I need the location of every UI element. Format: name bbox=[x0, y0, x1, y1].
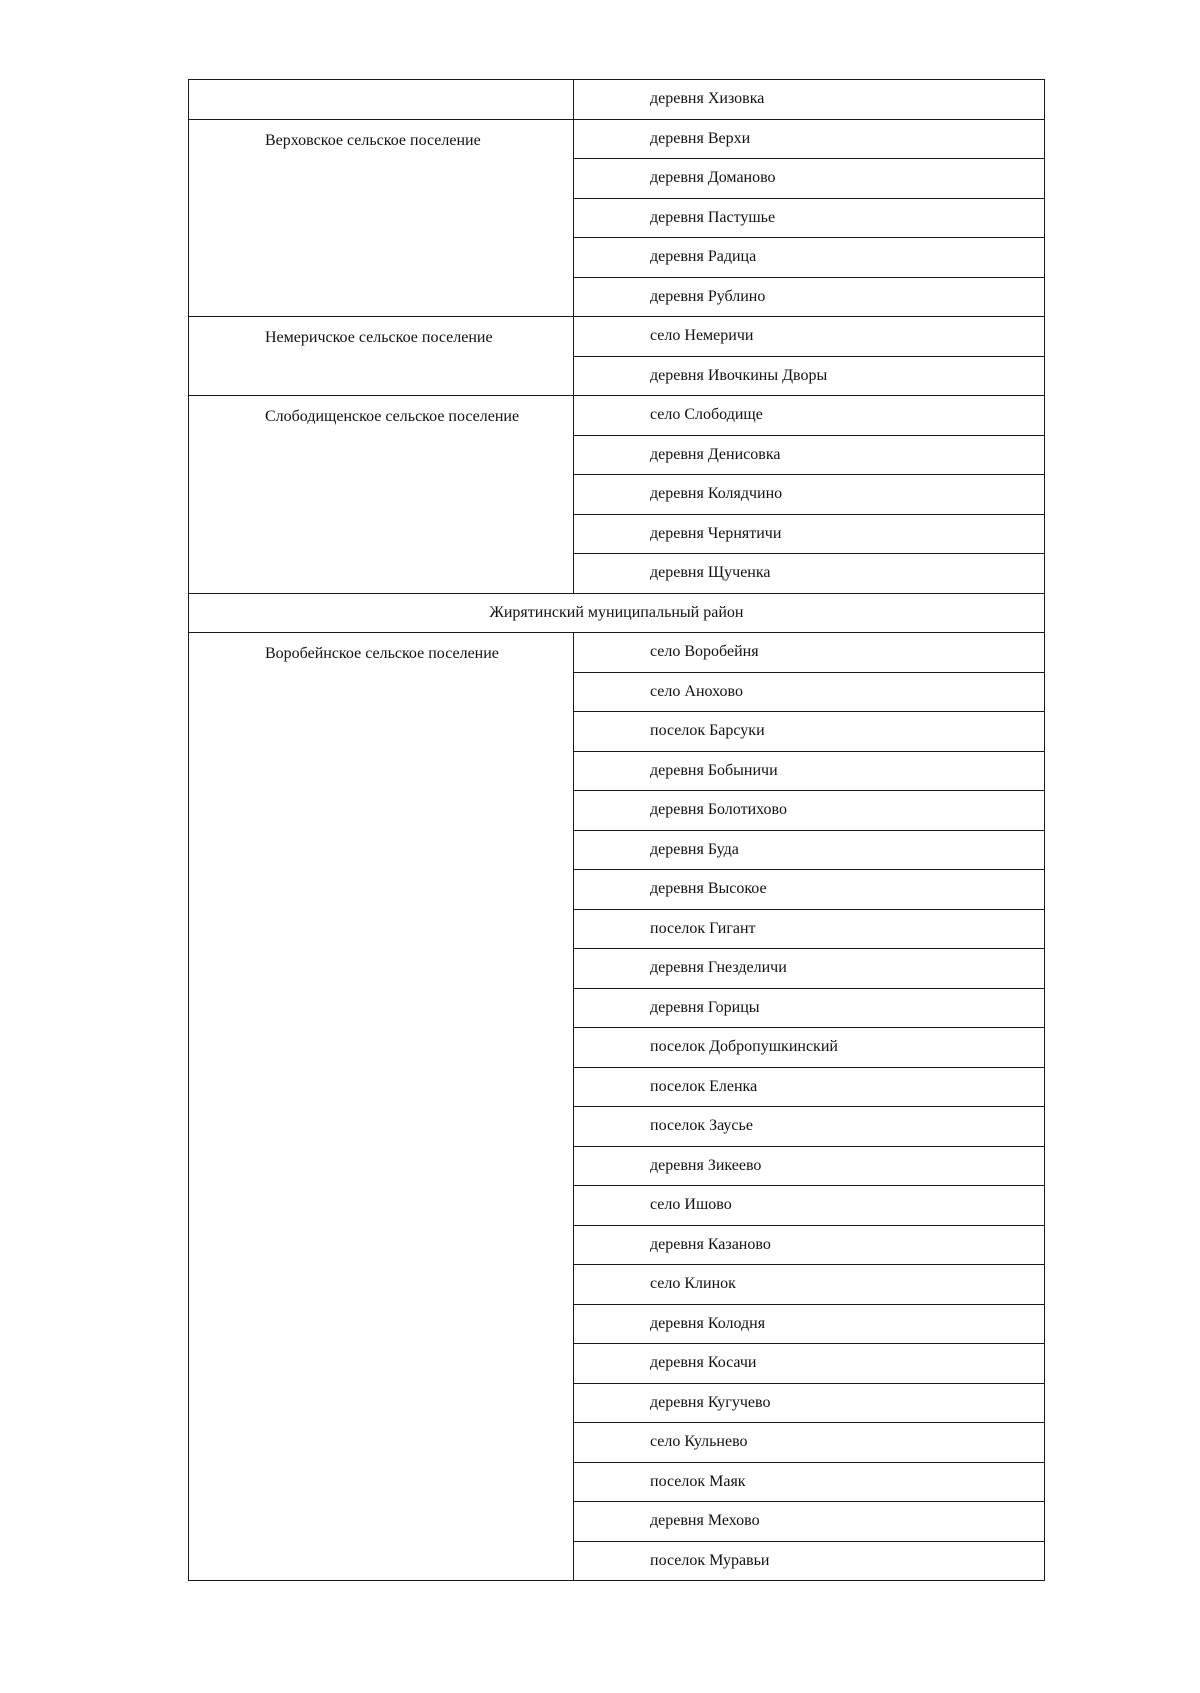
locality-name: деревня Казаново bbox=[574, 1225, 1045, 1265]
locality-name: деревня Радица bbox=[574, 238, 1045, 278]
locality-name: деревня Кугучево bbox=[574, 1383, 1045, 1423]
locality-name: поселок Еленка bbox=[574, 1067, 1045, 1107]
settlements-table-body bbox=[189, 80, 1045, 1581]
locality-name: деревня Денисовка bbox=[574, 435, 1045, 475]
locality-name: деревня Мехово bbox=[574, 1502, 1045, 1542]
locality-name: село Ишово bbox=[574, 1186, 1045, 1226]
settlement-name: Немеричское сельское поселение bbox=[189, 317, 574, 396]
table-row bbox=[189, 396, 1045, 436]
locality-name: деревня Горицы bbox=[574, 988, 1045, 1028]
locality-name: село Анохово bbox=[574, 672, 1045, 712]
locality-name: поселок Маяк bbox=[574, 1462, 1045, 1502]
settlement-name: Слободищенское сельское поселение bbox=[189, 396, 574, 594]
locality-name: деревня Зикеево bbox=[574, 1146, 1045, 1186]
table-row bbox=[189, 633, 1045, 673]
locality-name: село Кульнево bbox=[574, 1423, 1045, 1463]
locality-name: деревня Высокое bbox=[574, 870, 1045, 910]
locality-name: поселок Добропушкинский bbox=[574, 1028, 1045, 1068]
locality-name: деревня Хизовка bbox=[574, 80, 1045, 120]
locality-name: село Воробейня bbox=[574, 633, 1045, 673]
district-heading-row bbox=[189, 593, 1045, 633]
table-row bbox=[189, 119, 1045, 159]
settlement-name bbox=[189, 80, 574, 120]
locality-name: поселок Гигант bbox=[574, 909, 1045, 949]
locality-name: деревня Рублино bbox=[574, 277, 1045, 317]
district-heading: Жирятинский муниципальный район bbox=[189, 593, 1045, 633]
locality-name: деревня Щученка bbox=[574, 554, 1045, 594]
settlement-name: Воробейнское сельское поселение bbox=[189, 633, 574, 1581]
locality-name: село Слободище bbox=[574, 396, 1045, 436]
locality-name: деревня Верхи bbox=[574, 119, 1045, 159]
settlements-table bbox=[188, 79, 1045, 1581]
locality-name: село Клинок bbox=[574, 1265, 1045, 1305]
locality-name: деревня Болотихово bbox=[574, 791, 1045, 831]
locality-name: поселок Муравьи bbox=[574, 1541, 1045, 1581]
locality-name: поселок Заусье bbox=[574, 1107, 1045, 1147]
locality-name: деревня Колодня bbox=[574, 1304, 1045, 1344]
table-row bbox=[189, 317, 1045, 357]
locality-name: деревня Ивочкины Дворы bbox=[574, 356, 1045, 396]
locality-name: деревня Колядчино bbox=[574, 475, 1045, 515]
locality-name: деревня Бобыничи bbox=[574, 751, 1045, 791]
locality-name: деревня Доманово bbox=[574, 159, 1045, 199]
locality-name: деревня Косачи bbox=[574, 1344, 1045, 1384]
locality-name: деревня Буда bbox=[574, 830, 1045, 870]
locality-name: деревня Чернятичи bbox=[574, 514, 1045, 554]
settlement-name: Верховское сельское поселение bbox=[189, 119, 574, 317]
locality-name: деревня Пастушье bbox=[574, 198, 1045, 238]
locality-name: деревня Гнезделичи bbox=[574, 949, 1045, 989]
locality-name: село Немеричи bbox=[574, 317, 1045, 357]
locality-name: поселок Барсуки bbox=[574, 712, 1045, 752]
table-row bbox=[189, 80, 1045, 120]
